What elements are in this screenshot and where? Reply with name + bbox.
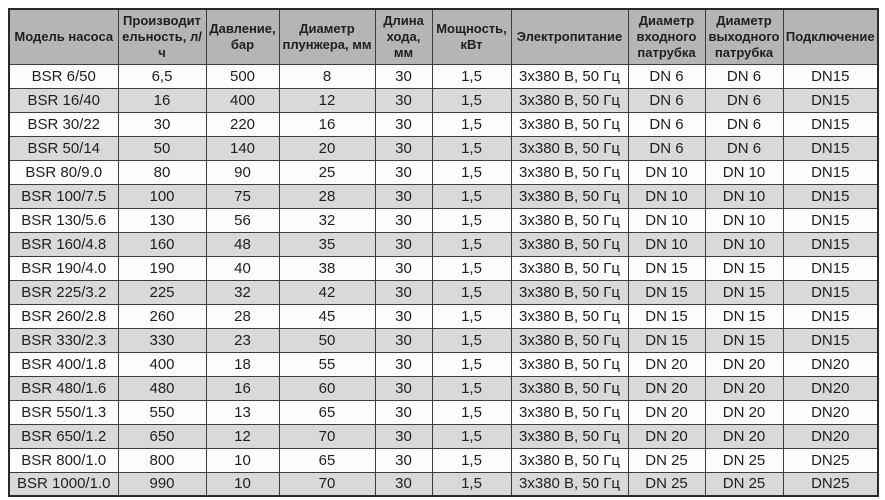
pump-spec-table [8, 8, 879, 497]
table-row [9, 376, 878, 400]
table-cell: 30 [375, 232, 432, 256]
table-cell: 500 [206, 64, 279, 88]
table-cell: 18 [206, 352, 279, 376]
table-cell: DN15 [783, 280, 878, 304]
table-cell: DN15 [783, 304, 878, 328]
table-cell: 1,5 [432, 376, 511, 400]
table-cell: DN 10 [705, 208, 783, 232]
table-row [9, 400, 878, 424]
table-cell: DN15 [783, 208, 878, 232]
table-cell: 1,5 [432, 472, 511, 496]
table-cell: 1,5 [432, 400, 511, 424]
table-cell: 30 [375, 400, 432, 424]
table-cell: DN 6 [628, 88, 705, 112]
model-cell: BSR 130/5.6 [9, 208, 118, 232]
column-header: Диаметр входного патрубка [628, 9, 705, 64]
table-cell: 3х380 В, 50 Гц [511, 352, 628, 376]
model-cell: BSR 50/14 [9, 136, 118, 160]
table-cell: 3х380 В, 50 Гц [511, 88, 628, 112]
table-cell: DN20 [783, 424, 878, 448]
table-cell: 50 [279, 328, 375, 352]
table-row [9, 208, 878, 232]
table-cell: DN15 [783, 88, 878, 112]
table-cell: DN15 [783, 64, 878, 88]
table-cell: 25 [279, 160, 375, 184]
table-row [9, 256, 878, 280]
table-cell: 1,5 [432, 88, 511, 112]
table-row [9, 448, 878, 472]
table-cell: 550 [118, 400, 206, 424]
table-cell: DN 10 [705, 160, 783, 184]
table-cell: DN 6 [628, 112, 705, 136]
table-cell: 35 [279, 232, 375, 256]
table-cell: DN 10 [705, 232, 783, 256]
table-cell: 30 [375, 352, 432, 376]
model-cell: BSR 260/2.8 [9, 304, 118, 328]
table-cell: 30 [375, 256, 432, 280]
table-cell: DN20 [783, 376, 878, 400]
table-cell: 32 [206, 280, 279, 304]
table-cell: 1,5 [432, 184, 511, 208]
table-cell: DN 10 [628, 184, 705, 208]
table-cell: DN 20 [705, 376, 783, 400]
table-cell: 30 [375, 208, 432, 232]
table-cell: 3х380 В, 50 Гц [511, 256, 628, 280]
table-body [9, 64, 878, 496]
table-cell: 20 [279, 136, 375, 160]
table-cell: 3х380 В, 50 Гц [511, 328, 628, 352]
table-cell: DN15 [783, 112, 878, 136]
table-cell: DN15 [783, 232, 878, 256]
column-header: Мощность, кВт [432, 9, 511, 64]
column-header: Длина хода, мм [375, 9, 432, 64]
table-cell: 1,5 [432, 328, 511, 352]
table-cell: 1,5 [432, 448, 511, 472]
table-cell: 30 [375, 112, 432, 136]
table-cell: 330 [118, 328, 206, 352]
column-header: Электропитание [511, 9, 628, 64]
table-cell: 160 [118, 232, 206, 256]
table-cell: DN15 [783, 256, 878, 280]
table-cell: DN 25 [705, 472, 783, 496]
table-cell: 40 [206, 256, 279, 280]
model-cell: BSR 550/1.3 [9, 400, 118, 424]
table-cell: 30 [375, 136, 432, 160]
table-cell: DN 15 [628, 304, 705, 328]
table-cell: 30 [375, 328, 432, 352]
table-cell: 3х380 В, 50 Гц [511, 136, 628, 160]
table-row [9, 352, 878, 376]
table-cell: 3х380 В, 50 Гц [511, 448, 628, 472]
table-cell: DN 10 [705, 184, 783, 208]
model-cell: BSR 225/3.2 [9, 280, 118, 304]
table-cell: DN 6 [705, 64, 783, 88]
table-cell: DN 10 [628, 208, 705, 232]
table-cell: DN 6 [628, 64, 705, 88]
table-cell: DN 20 [628, 424, 705, 448]
table-cell: 650 [118, 424, 206, 448]
table-cell: DN 15 [705, 328, 783, 352]
table-cell: 30 [375, 448, 432, 472]
table-cell: 3х380 В, 50 Гц [511, 64, 628, 88]
table-cell: 1,5 [432, 280, 511, 304]
table-cell: 13 [206, 400, 279, 424]
table-row [9, 112, 878, 136]
model-cell: BSR 160/4.8 [9, 232, 118, 256]
column-header: Модель насоса [9, 9, 118, 64]
table-cell: DN 20 [705, 424, 783, 448]
table-cell: 65 [279, 448, 375, 472]
table-cell: 10 [206, 472, 279, 496]
table-cell: DN25 [783, 472, 878, 496]
table-row [9, 232, 878, 256]
table-cell: 3х380 В, 50 Гц [511, 160, 628, 184]
table-cell: 260 [118, 304, 206, 328]
table-cell: 1,5 [432, 304, 511, 328]
table-cell: DN 10 [628, 160, 705, 184]
table-cell: DN 25 [628, 448, 705, 472]
table-cell: 30 [375, 376, 432, 400]
table-cell: 38 [279, 256, 375, 280]
table-cell: 90 [206, 160, 279, 184]
table-cell: 70 [279, 424, 375, 448]
table-cell: 480 [118, 376, 206, 400]
table-cell: 30 [375, 280, 432, 304]
model-cell: BSR 190/4.0 [9, 256, 118, 280]
model-cell: BSR 1000/1.0 [9, 472, 118, 496]
table-row [9, 328, 878, 352]
table-cell: DN 15 [628, 280, 705, 304]
table-cell: 1,5 [432, 424, 511, 448]
table-cell: 3х380 В, 50 Гц [511, 424, 628, 448]
table-cell: 3х380 В, 50 Гц [511, 472, 628, 496]
table-cell: 1,5 [432, 232, 511, 256]
table-row [9, 136, 878, 160]
table-cell: 225 [118, 280, 206, 304]
table-cell: DN 20 [628, 352, 705, 376]
model-cell: BSR 80/9.0 [9, 160, 118, 184]
table-cell: 55 [279, 352, 375, 376]
model-cell: BSR 480/1.6 [9, 376, 118, 400]
table-cell: 3х380 В, 50 Гц [511, 304, 628, 328]
table-row [9, 304, 878, 328]
table-cell: 30 [375, 472, 432, 496]
table-cell: DN15 [783, 184, 878, 208]
table-cell: 140 [206, 136, 279, 160]
table-cell: 100 [118, 184, 206, 208]
table-cell: DN 6 [705, 88, 783, 112]
table-cell: 60 [279, 376, 375, 400]
table-cell: 1,5 [432, 160, 511, 184]
column-header: Диаметр выходного патрубка [705, 9, 783, 64]
table-cell: DN 6 [705, 112, 783, 136]
table-cell: 400 [206, 88, 279, 112]
table-cell: 1,5 [432, 112, 511, 136]
table-cell: 16 [118, 88, 206, 112]
table-cell: 1,5 [432, 136, 511, 160]
table-cell: 800 [118, 448, 206, 472]
table-cell: DN 20 [705, 400, 783, 424]
table-cell: 3х380 В, 50 Гц [511, 400, 628, 424]
table-cell: 28 [279, 184, 375, 208]
table-cell: DN 25 [705, 448, 783, 472]
model-cell: BSR 6/50 [9, 64, 118, 88]
table-cell: 3х380 В, 50 Гц [511, 112, 628, 136]
table-cell: DN15 [783, 136, 878, 160]
table-cell: 1,5 [432, 208, 511, 232]
column-header: Давление, бар [206, 9, 279, 64]
table-cell: 190 [118, 256, 206, 280]
table-cell: 30 [375, 304, 432, 328]
table-cell: DN 10 [628, 232, 705, 256]
table-cell: DN20 [783, 400, 878, 424]
table-cell: 70 [279, 472, 375, 496]
table-cell: 400 [118, 352, 206, 376]
table-cell: DN15 [783, 328, 878, 352]
table-row [9, 160, 878, 184]
table-cell: 65 [279, 400, 375, 424]
table-cell: 220 [206, 112, 279, 136]
table-row [9, 64, 878, 88]
table-cell: 42 [279, 280, 375, 304]
table-cell: DN 6 [628, 136, 705, 160]
model-cell: BSR 330/2.3 [9, 328, 118, 352]
model-cell: BSR 400/1.8 [9, 352, 118, 376]
model-cell: BSR 16/40 [9, 88, 118, 112]
header-row [9, 9, 878, 64]
table-cell: 1,5 [432, 352, 511, 376]
table-cell: DN15 [783, 160, 878, 184]
table-row [9, 280, 878, 304]
table-cell: 32 [279, 208, 375, 232]
table-cell: 1,5 [432, 64, 511, 88]
table-cell: DN20 [783, 352, 878, 376]
column-header: Диаметр плунжера, мм [279, 9, 375, 64]
model-cell: BSR 800/1.0 [9, 448, 118, 472]
table-cell: 3х380 В, 50 Гц [511, 232, 628, 256]
table-cell: 30 [375, 184, 432, 208]
table-cell: 45 [279, 304, 375, 328]
table-cell: DN 15 [705, 256, 783, 280]
table-cell: 56 [206, 208, 279, 232]
table-cell: 3х380 В, 50 Гц [511, 208, 628, 232]
table-cell: 130 [118, 208, 206, 232]
model-cell: BSR 30/22 [9, 112, 118, 136]
column-header: Производительность, л/ч [118, 9, 206, 64]
table-cell: 75 [206, 184, 279, 208]
table-cell: 23 [206, 328, 279, 352]
table-cell: 30 [375, 424, 432, 448]
table-cell: 8 [279, 64, 375, 88]
table-cell: 30 [118, 112, 206, 136]
table-cell: 6,5 [118, 64, 206, 88]
table-cell: 16 [279, 112, 375, 136]
table-cell: 30 [375, 160, 432, 184]
table-cell: DN 25 [628, 472, 705, 496]
table-cell: 80 [118, 160, 206, 184]
table-cell: 16 [206, 376, 279, 400]
table-cell: 30 [375, 88, 432, 112]
table-cell: 50 [118, 136, 206, 160]
table-cell: DN 20 [705, 352, 783, 376]
table-cell: 3х380 В, 50 Гц [511, 280, 628, 304]
table-row [9, 424, 878, 448]
table-cell: DN 15 [628, 256, 705, 280]
table-cell: 3х380 В, 50 Гц [511, 184, 628, 208]
table-cell: DN25 [783, 448, 878, 472]
model-cell: BSR 650/1.2 [9, 424, 118, 448]
table-cell: 30 [375, 64, 432, 88]
model-cell: BSR 100/7.5 [9, 184, 118, 208]
table-cell: 28 [206, 304, 279, 328]
table-cell: 48 [206, 232, 279, 256]
table-cell: 10 [206, 448, 279, 472]
table-row [9, 472, 878, 496]
table-row [9, 88, 878, 112]
table-cell: 12 [206, 424, 279, 448]
table-cell: DN 15 [628, 328, 705, 352]
table-cell: DN 15 [705, 280, 783, 304]
table-row [9, 184, 878, 208]
table-cell: DN 6 [705, 136, 783, 160]
table-cell: 990 [118, 472, 206, 496]
table-cell: DN 15 [705, 304, 783, 328]
table-cell: 12 [279, 88, 375, 112]
column-header: Подключение [783, 9, 878, 64]
table-cell: 3х380 В, 50 Гц [511, 376, 628, 400]
table-cell: DN 20 [628, 376, 705, 400]
table-cell: DN 20 [628, 400, 705, 424]
table-cell: 1,5 [432, 256, 511, 280]
